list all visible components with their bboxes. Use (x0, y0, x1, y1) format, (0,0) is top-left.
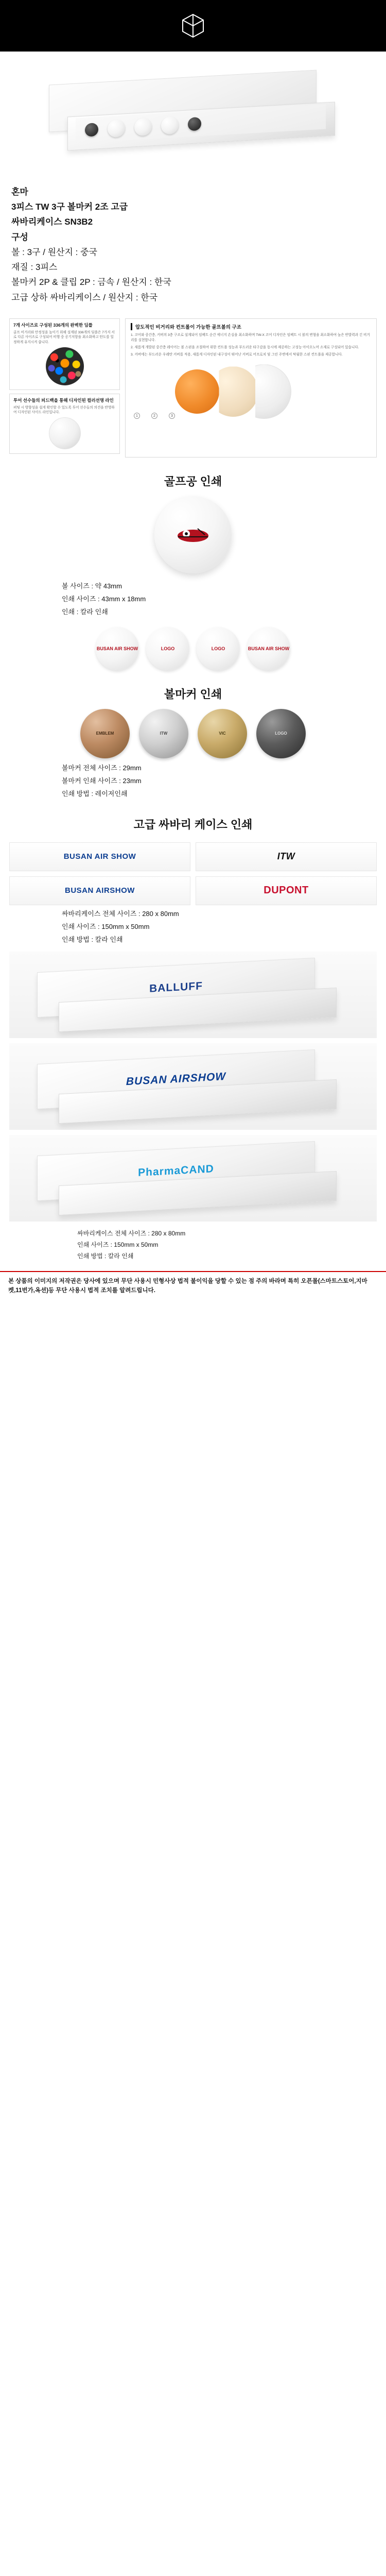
case-caption-method: 인쇄 방법 : 칼라 인쇄 (77, 1252, 134, 1260)
marker-print-size: 볼마커 인쇄 사이즈 : 23mm (62, 776, 142, 785)
tech-structure-p2: 2. 새롭게 개발된 중간층 레이어는 볼 스핀을 조절하여 위한 컨트롤 성능과 부드러운 타구감을 동시에 제공하는 고성능 아이오노머 소재로 구성되어 있습니다. (131, 345, 359, 349)
section-title-ball-print: 골프공 인쇄 (164, 474, 222, 488)
case-photo-text-2: BUSAN AIRSHOW (126, 1070, 226, 1088)
case-sample-1: BUSAN AIR SHOW (9, 842, 190, 871)
tech-structure-panel (125, 318, 377, 457)
spec-line-brand: 혼마 (11, 187, 28, 197)
section-title-marker-print: 볼마커 인쇄 (164, 687, 222, 701)
layer-bullet-3: 3 (169, 413, 175, 419)
ball-sample-2: LOGO (146, 627, 189, 670)
tech-card-alignment-title: 투어 선수들의 피드백을 통해 디자인된 컬러선명 라인 (13, 397, 114, 403)
case-print-sample-grid (0, 839, 386, 907)
hero-product-photo (0, 52, 386, 180)
case-photo-pharmacand (9, 1135, 377, 1222)
golf-ball (134, 117, 152, 136)
tech-structure-title: 압도적인 비거리와 컨트롤이 가능한 골프볼의 구조 (131, 323, 371, 330)
marker-sample-3: VIC (198, 709, 247, 758)
layer-bullet-1: 1 (134, 413, 140, 419)
case-photo-airshow (9, 1043, 377, 1130)
marker-print-details (0, 761, 386, 801)
spec-line-model-1: 3피스 TW 3구 볼마커 2조 고급 (11, 202, 128, 212)
core-layer (175, 369, 219, 414)
cube-logo-icon (179, 11, 207, 40)
section-title-case-print: 고급 싸바리 케이스 인쇄 (133, 818, 253, 831)
ball-print-details (0, 580, 386, 619)
case-print-details (0, 907, 386, 946)
case-sample-3: BUSAN AIRSHOW (9, 876, 190, 905)
spec-line-composition-title: 구성 (11, 232, 28, 242)
spec-line-case: 고급 상하 싸바리케이스 / 원산지 : 한국 (11, 292, 158, 302)
spec-line-ball: 볼 : 3구 / 원산지 : 중국 (11, 247, 97, 257)
tech-card-dimples (9, 318, 120, 390)
dimple-pattern-graphic (46, 347, 84, 385)
ball-print-print-size: 인쇄 사이즈 : 43mm x 18mm (62, 595, 146, 603)
alignment-ball-graphic (49, 417, 81, 449)
case-caption-total-size: 싸바리케이스 전체 사이즈 : 280 x 80mm (77, 1229, 186, 1237)
marker-sample-2: ITW (139, 709, 188, 758)
case-print-method: 인쇄 방법 : 칼라 인쇄 (62, 936, 123, 944)
marker-sample-row (0, 709, 386, 758)
ball-marker (85, 123, 98, 137)
marker-sample-4: LOGO (256, 709, 306, 758)
product-spec-block (0, 180, 386, 313)
case-sample-4: DUPONT (196, 876, 377, 905)
marker-total-size: 볼마커 전체 사이즈 : 29mm (62, 764, 142, 772)
spec-line-marker: 볼마커 2P & 클립 2P : 금속 / 원산지 : 한국 (11, 277, 171, 287)
marker-print-method: 인쇄 방법 : 레이저인쇄 (62, 790, 128, 798)
golf-ball (108, 119, 125, 138)
tech-card-alignment-text: 퍼팅 시 방향성을 쉽게 확인할 수 있도록 투어 선수들의 의견을 반영하여 디자인된 사이드 라인입니다. (13, 405, 115, 415)
tech-card-dimples-title: 7개 사이즈로 구성된 336개의 완벽한 딤플 (13, 322, 93, 328)
spec-line-material: 재질 : 3피스 (11, 262, 58, 273)
tech-card-dimples-text: 골프 비거리와 안정성을 높이기 위해 설계된 336개의 딤플은 7가지 서로 다른 사이즈로 구성되어 비행 중 공기저항을 최소화하고 탄도를 일정하게 유지시켜 줍니다. (13, 330, 115, 344)
ball-print-logo-icon (174, 524, 212, 545)
tech-structure-p1: 1. 코어와 중간층, 커버의 3층 구조로 설계되어 임팩트 순간 에너지 손실을 최소화하며 TW-X 코어 디자인은 임팩트 시 볼의 변형을 최소화하여 높은 반발력과 긴 비거리를 실현합니다. (131, 333, 370, 342)
ball-sample-3: LOGO (197, 627, 240, 670)
ball-print-method: 인쇄 : 칼라 인쇄 (62, 608, 108, 616)
ball-sample-4: BUSAN AIR SHOW (247, 627, 290, 670)
layer-bullet-2: 2 (151, 413, 157, 419)
brand-logo-band (0, 0, 386, 52)
tech-card-alignment (9, 394, 120, 454)
ball-sample-1: BUSAN AIR SHOW (96, 627, 139, 670)
case-total-size: 싸바리케이스 전체 사이즈 : 280 x 80mm (62, 909, 179, 918)
case-print-size: 인쇄 사이즈 : 150mm x 50mm (62, 923, 150, 931)
technical-info-panel (9, 318, 377, 457)
marker-sample-1: EMBLEM (80, 709, 130, 758)
case-sample-2: ITW (196, 842, 377, 871)
case-caption-print-size: 인쇄 사이즈 : 150mm x 50mm (77, 1241, 159, 1248)
spec-line-model-2: 싸바리케이스 SN3B2 (11, 217, 93, 227)
tech-structure-p3: 3. 커버에는 부드러운 우레탄 커버를 적용, 새롭게 디자인된 내구성이 뛰어난 커버로 어프로치 및 그린 주변에서 탁월한 스핀 컨트롤을 제공합니다. (131, 352, 343, 357)
ball-marker (188, 117, 201, 131)
ball-print-sample-large (0, 496, 386, 573)
case-photo-caption (0, 1227, 386, 1262)
layer-number-bullets (134, 413, 175, 419)
copyright-notice: 본 상품의 이미지의 저작권은 당사에 있으며 무단 사용시 민형사상 법적 불이익을 당할 수 있는 점 주의 바라며 특히 오픈몰(스마트스토어,지마켓,11번가,옥션)등 무단 사용시 법적 조치를 알려드립니다. (0, 1271, 386, 1304)
case-photo-text-1: BALLUFF (149, 979, 203, 995)
ball-print-sample-row (0, 627, 386, 670)
ball-print-size: 볼 사이즈 : 약 43mm (62, 582, 122, 590)
ball-cutaway-graphic (131, 360, 371, 421)
golf-ball (161, 116, 179, 134)
case-photo-balluff (9, 952, 377, 1038)
case-photo-text-3: PharmaCAND (138, 1162, 214, 1179)
